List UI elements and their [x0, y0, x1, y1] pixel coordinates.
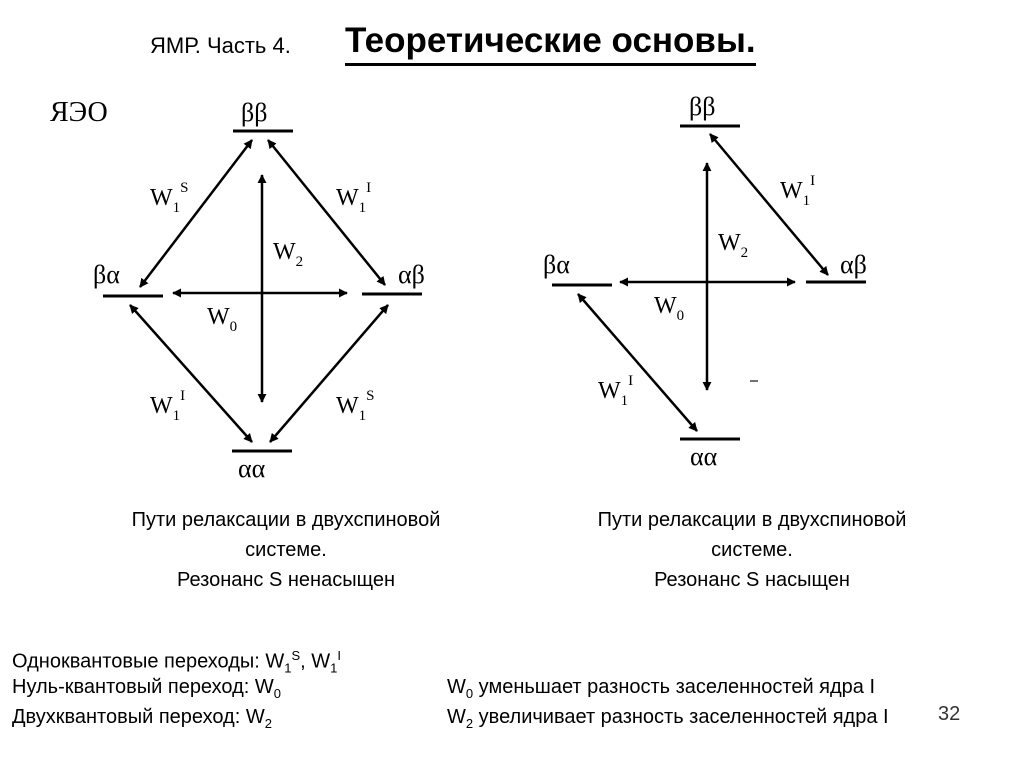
- caption-line: системе.: [245, 539, 327, 561]
- label-w1i-upper: W1I: [336, 180, 372, 216]
- label-w0: W0: [654, 293, 685, 324]
- label-w1s-upper: W1S: [150, 180, 189, 216]
- arrow-w1s-lower: [270, 305, 388, 442]
- legend-zero-quantum: Нуль-квантовый переход: $W_0$: [12, 676, 281, 701]
- legend-w0-effect: $W_0$ уменьшает разность заселенностей ядра I: [447, 676, 876, 701]
- label-w1i-upper: W1I: [780, 173, 816, 209]
- level-ab-label: αβ: [398, 260, 425, 289]
- diagram-right: [543, 92, 867, 471]
- level-bb-label: ββ: [689, 92, 716, 121]
- slide-number: 32: [938, 703, 961, 725]
- legend-double-quantum: Двухквантовый переход: $W_2$: [12, 706, 272, 731]
- label-w2: W2: [273, 239, 304, 270]
- level-ba-label: βα: [93, 260, 120, 289]
- header-prefix: ЯМР. Часть 4.: [150, 33, 291, 58]
- label-w1s-lower: W1S: [336, 388, 375, 424]
- caption-left: [56, 505, 516, 595]
- label-w1i-lower: W1I: [598, 373, 634, 409]
- caption-line: Резонанс S ненасыщен: [177, 569, 395, 591]
- caption-line: системе.: [711, 539, 793, 561]
- level-ba-label: βα: [543, 250, 570, 279]
- legend-w2-effect: $W_2$ увеличивает разность заселенностей ядра I: [447, 706, 889, 731]
- page-title: Теоретические основы.: [345, 20, 756, 66]
- yaeo-label: ЯЭО: [50, 97, 108, 128]
- level-aa-label: αα: [690, 442, 718, 471]
- label-w2: W2: [718, 230, 749, 261]
- caption-line: Пути релаксации в двухспиновой: [131, 509, 441, 531]
- caption-right: [522, 505, 982, 595]
- diagram-left: [93, 98, 425, 483]
- arrow-w1s-upper: [140, 140, 252, 287]
- level-bb-label: ββ: [241, 98, 268, 127]
- caption-line: Резонанс S насыщен: [654, 569, 850, 591]
- legend-single-quantum: Одноквантовые переходы: $W_1^S$, $W_1^I$: [12, 648, 342, 676]
- level-aa-label: αα: [238, 454, 266, 483]
- label-w1i-lower: W1I: [150, 388, 186, 424]
- label-w0: W0: [207, 304, 238, 335]
- level-ab-label: αβ: [840, 250, 867, 279]
- caption-line: Пути релаксации в двухспиновой: [597, 509, 907, 531]
